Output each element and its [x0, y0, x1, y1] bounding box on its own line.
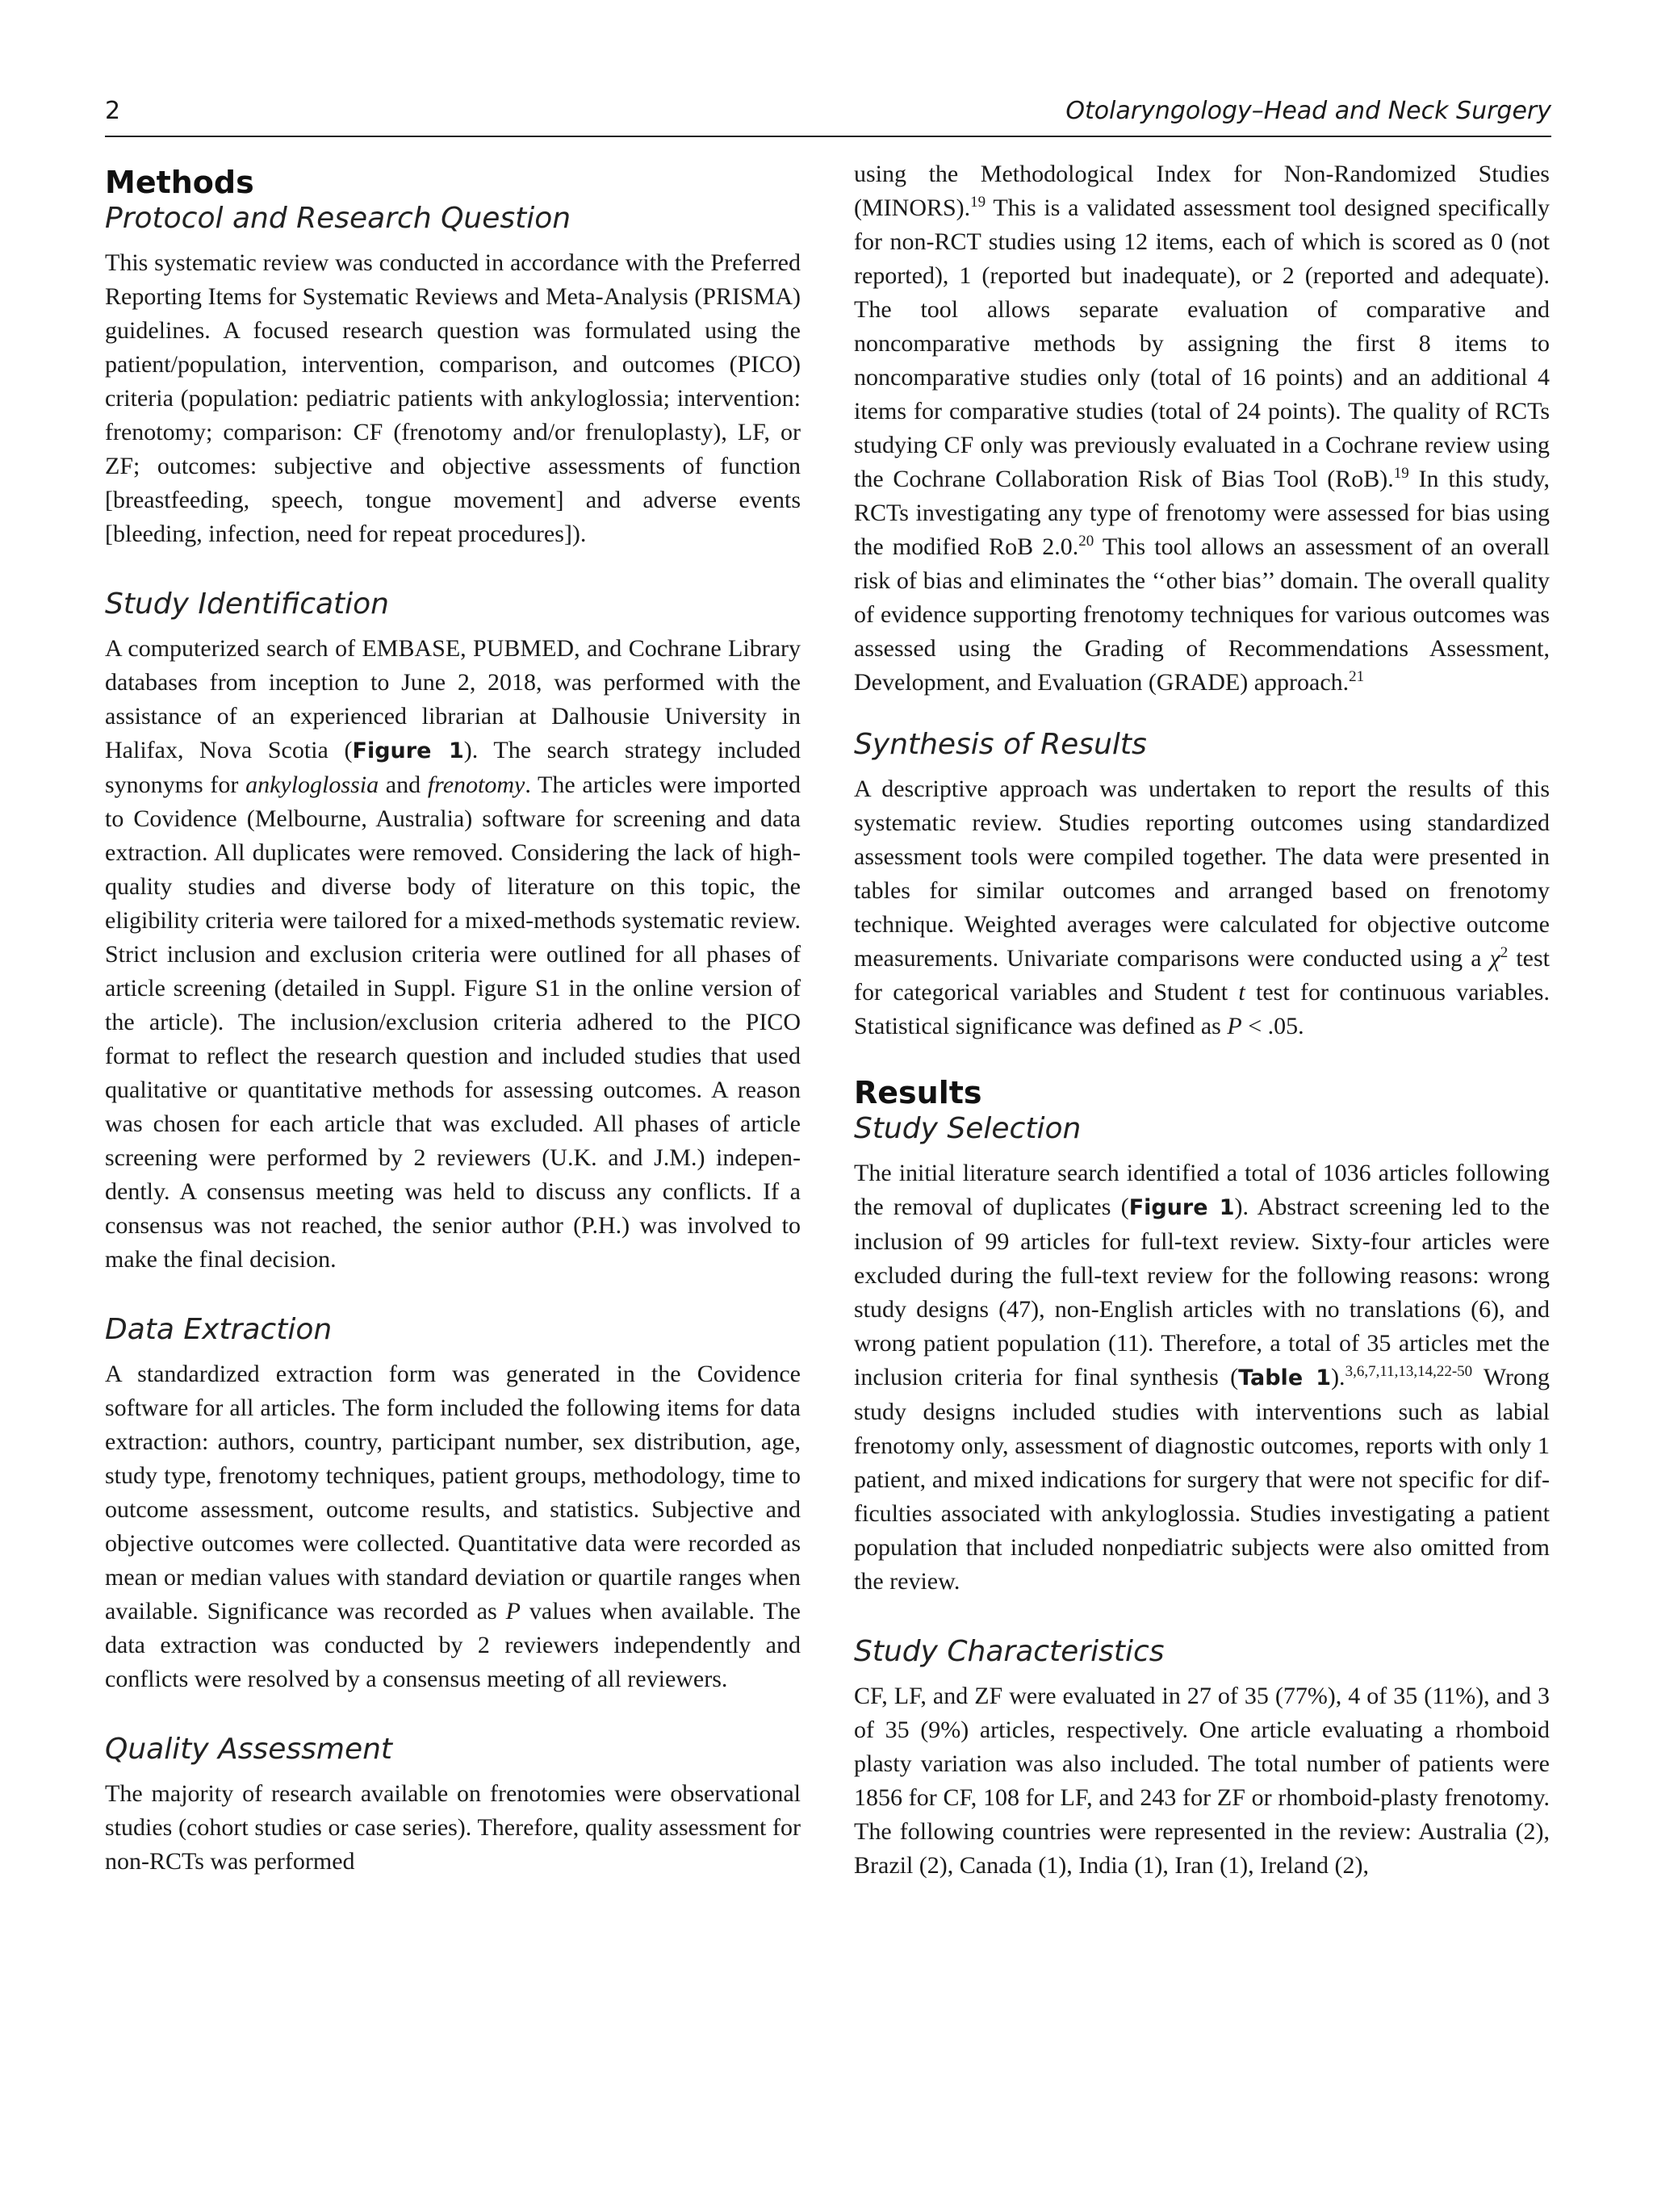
selection-paragraph: The initial literature search identified a total of 1036 articles following the removal of duplicates (Figure 1). Abstract screening led to the inclusion of 99 articles for full-text review. Sixty-four articles were excluded during the full-text review for the following reasons: wrong study designs (47), non-English articles with no translations (6), and wrong patient population (11). Therefore, a total of 35 articles met the inclusion criteria for final synthesis (Table 1).$^{3,6,7,11,13,14,22-50}$ Wrong study designs included studies with interventions such as labial frenotomy only, assessment of diagnostic outcomes, reports with only 1 patient, and mixed indications for surgery that were not specific for difficulties associated with ankyloglossia. Studies investigating a patient population that included nonpediatric subjects were also omitted from the review.: [854, 1160, 1550, 1595]
journal-title: Otolaryngology–Head and Neck Surgery: [1065, 97, 1551, 125]
results-heading: Results: [854, 1075, 982, 1110]
running-header: [105, 97, 1551, 137]
citation-range[interactable]: 3,6,7,11,13,14,22-50: [1345, 1363, 1473, 1380]
identification-paragraph: A computerized search of EMBASE, PUBMED, and Cochrane Library databases from inception to June 2, 2018, was performed with the assistance of an experienced librarian at Dalhousie University in Halifax, Nova Scotia (Figure 1). The search strategy included synonyms for ankyloglossia and frenotomy. The articles were imported to Covidence (Melbourne, Australia) software for screening and data extraction. All duplicates were removed. Considering the lack of high-quality studies and diverse body of literature on this topic, the eligibility criteria were tailored for a mixed-methods systematic review. Strict inclusion and exclusion criteria were outlined for all phases of article screening (detailed in Suppl. Figure S1 in the online version of the article). The inclusion/exclusion criteria adhered to the PICO format to reflect the research question and included studies that used qualitative or quantitative methods for assessing outcomes. A reason was chosen for each article that was excluded. All phases of article screening were performed by 2 reviewers (U.K. and J.M.) independently. A consensus meeting was held to discuss any conflicts. If a consensus was not reached, the senior author (P.H.) was involved to make the final decision.: [105, 635, 801, 1273]
figure-1-reference[interactable]: Figure 1: [352, 738, 464, 763]
methods-heading: Methods: [105, 165, 254, 200]
protocol-heading: Protocol and Research Question: [105, 202, 571, 235]
citation-19b[interactable]: 19: [1393, 465, 1409, 482]
citation-20[interactable]: 20: [1078, 533, 1094, 550]
characteristics-heading: Study Characteristics: [854, 1635, 1165, 1668]
quality-heading: Quality Assessment: [105, 1733, 393, 1766]
citation-21[interactable]: 21: [1349, 668, 1365, 685]
synthesis-heading: Synthesis of Results: [854, 728, 1147, 761]
citation-19[interactable]: 19: [970, 194, 986, 211]
protocol-paragraph: This systematic review was conducted in accordance with the Preferred Reporting Items for Systematic Reviews and Meta-Analysis (PRISMA) guidelines. A focused research question was formulated using the patient/population, intervention, comparison, and outcomes (PICO) criteria (population: pediatric patients with ankyloglossia; intervention: frenotomy; comparison: CF (frenotomy and/or frenuloplasty), LF, or ZF; outcomes: subjective and objective assessments of function [breastfeeding, speech, tongue movement] and adverse events [bleeding, infection, need for repeat procedures]).: [105, 249, 801, 547]
left-column: [105, 157, 801, 1879]
quality-paragraph-start: The majority of research available on frenotomies were observational studies (cohort studies or case series). Therefore, quality assessment for non-RCTs was performed: [105, 1780, 801, 1875]
synthesis-paragraph: A descriptive approach was undertaken to report the results of this systematic review. Studies reporting outcomes using standardized assessment tools were compiled together. The data were presented in tables for similar outcomes and arranged based on frenotomy technique. Weighted averages were calculated for objective outcome measurements. Univariate comparisons were conducted using a χ$^2$ test for categorical variables and Student t test for continuous variables. Statistical significance was defined as P < .05.: [854, 776, 1550, 1039]
characteristics-paragraph: CF, LF, and ZF were evaluated in 27 of 35 (77%), 4 of 35 (11%), and 3 of 35 (9%) articles, respectively. One article evaluating a rhomboid plasty variation was also included. The total number of patients were 1856 for CF, 108 for LF, and 243 for ZF or rhomboid-plasty frenotomy. The following countries were represented in the review: Australia (2), Brazil (2), Canada (1), India (1), Iran (1), Ireland (2),: [854, 1683, 1550, 1879]
extraction-heading: Data Extraction: [105, 1313, 333, 1346]
selection-heading: Study Selection: [854, 1112, 1082, 1145]
table-1-reference[interactable]: Table 1: [1238, 1365, 1332, 1390]
extraction-paragraph: A standardized extraction form was generated in the Covidence software for all articles. The form included the following items for data extraction: authors, country, participant number, sex distribution, age, study type, frenotomy techniques, patient groups, methodology, time to outcome assessment, outcome results, and statistics. Subjective and objective outcomes were collected. Quantitative data were recorded as mean or median values with standard deviation or quartile ranges when available. Significance was recorded as P values when available. The data extraction was conducted by 2 reviewers independently and conflicts were resolved by a consensus meeting of all reviewers.: [105, 1361, 801, 1692]
quality-paragraph-continued: using the Methodological Index for Non-Randomized Studies (MINORS).$^{19}$ This is a validated assessment tool designed specifically for non-RCT studies using 12 items, each of which is scored as 0 (not reported), 1 (reported but inadequate), or 2 (reported and adequate). The tool allows separate evaluation of comparative and noncomparative methods by assigning the first 8 items to noncomparative studies only (total of 16 points) and an additional 4 items for comparative studies (total of 24 points). The quality of RCTs studying CF only was previously evaluated in a Cochrane review using the Cochrane Collaboration Risk of Bias Tool (RoB).$^{19}$ In this study, RCTs investigating any type of frenotomy were assessed for bias using the modified RoB 2.0.20 This tool allows an assessment of an overall risk of bias and eliminates the ‘‘other bias’’ domain. The overall quality of evidence supporting frenotomy techniques for various outcomes was assessed using the Grading of Recommendations Assessment, Development, and Evaluation (GRADE) approach.$^{21}$: [854, 161, 1550, 696]
right-column: [854, 157, 1550, 1883]
figure-1-reference[interactable]: Figure 1: [1128, 1195, 1235, 1220]
identification-heading: Study Identification: [105, 587, 390, 621]
page-number: 2: [105, 97, 121, 125]
